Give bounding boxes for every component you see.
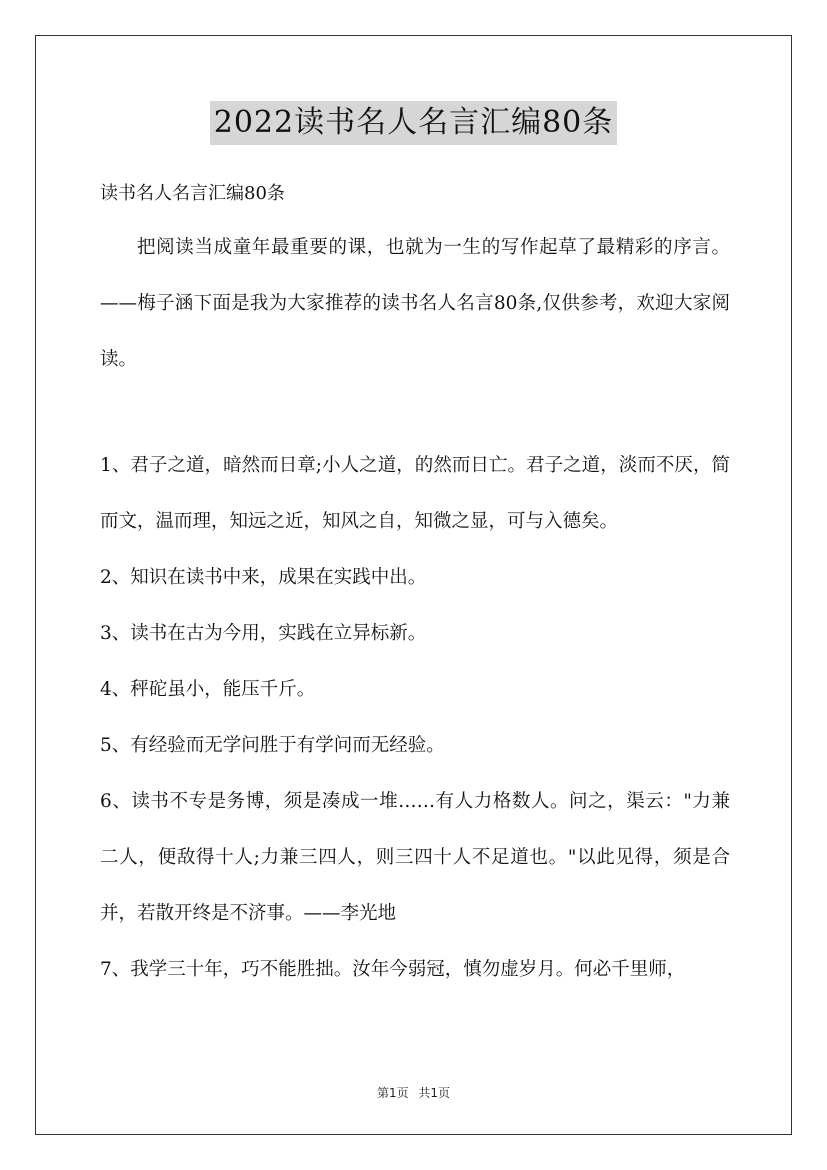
document-title: 2022读书名人名言汇编80条 <box>210 101 618 145</box>
title-container <box>0 101 827 145</box>
quote-item-3: 3、读书在古为今用，实践在立异标新。 <box>100 623 427 644</box>
document-subtitle: 读书名人名言汇编80条 <box>100 183 285 204</box>
quote-item-5: 5、有经验而无学问胜于有学问而无经验。 <box>100 735 445 756</box>
intro-paragraph: 把阅读当成童年最重要的课，也就为一生的写作起草了最精彩的序言。——梅子涵下面是我为大家推荐的读书名人名言80条,仅供参考，欢迎大家阅读。 <box>100 237 730 370</box>
quote-item-7: 7、我学三十年，巧不能胜拙。汝年今弱冠，慎勿虚岁月。何必千里师， <box>100 959 686 980</box>
quote-item-1: 1、君子之道，暗然而日章;小人之道，的然而日亡。君子之道，淡而不厌，简而文，温而理，知远之近，知风之自，知微之显，可与入德矣。 <box>100 455 730 532</box>
quote-item-4: 4、秤砣虽小，能压千斤。 <box>100 679 316 700</box>
page-footer <box>0 1084 827 1101</box>
quote-item-2: 2、知识在读书中来，成果在实践中出。 <box>100 567 427 588</box>
page-number: 第1页 <box>376 1086 409 1100</box>
quote-item-6: 6、读书不专是务博，须是凑成一堆……有人力格数人。问之，渠云："力兼二人，便敌得十人;力兼三四人，则三四十人不足道也。"以此见得，须是合并，若散开终是不济事。——李光地 <box>100 791 730 924</box>
total-pages: 共1页 <box>418 1086 451 1100</box>
quote-list <box>100 438 730 998</box>
